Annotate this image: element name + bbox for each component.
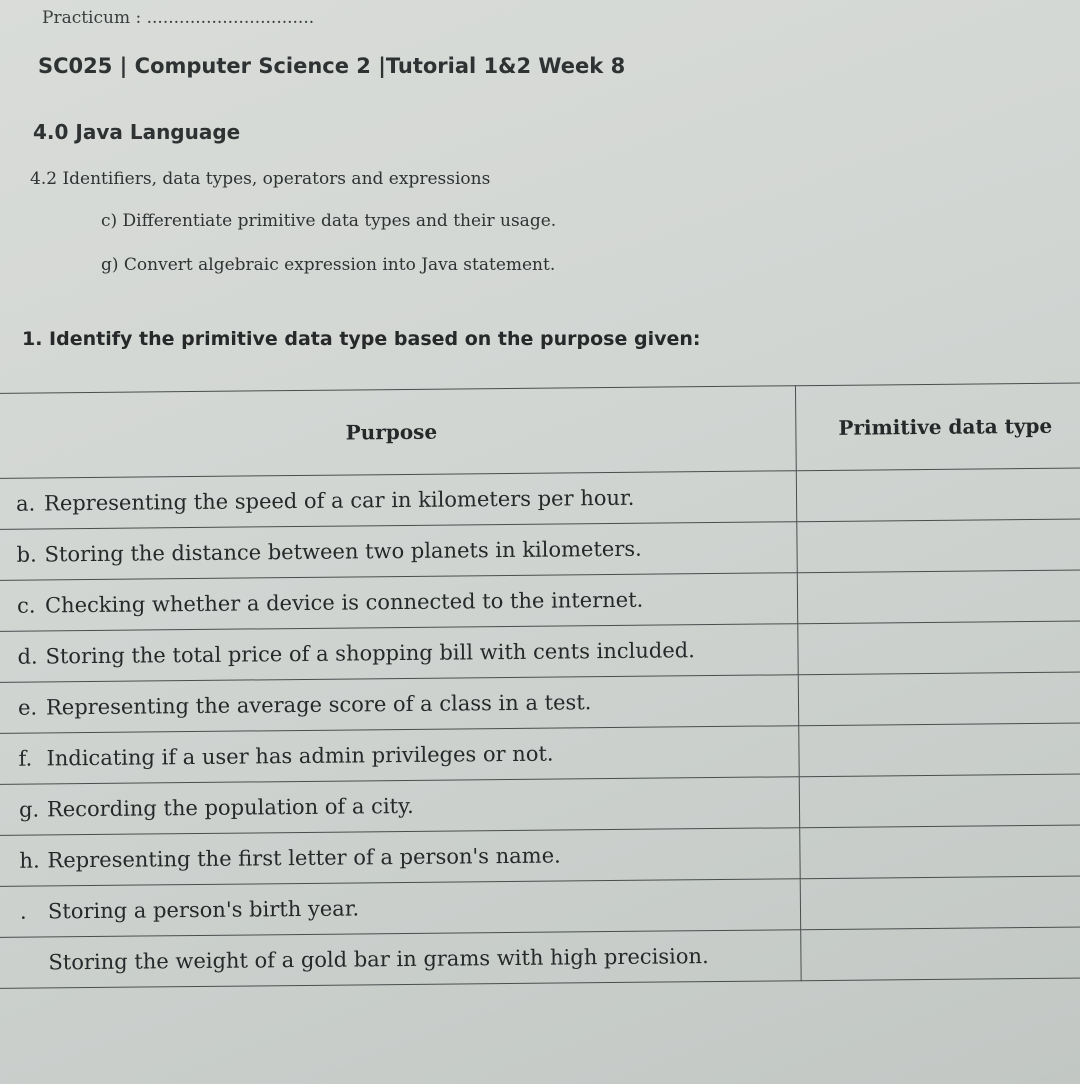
purpose-cell xyxy=(0,879,801,938)
purpose-text: Recording the population of a city. xyxy=(46,793,414,822)
purpose-cell xyxy=(0,522,797,581)
item-letter: c. xyxy=(16,593,36,618)
answer-cell[interactable] xyxy=(797,519,1080,573)
purpose-text: Storing the total price of a shopping bill with cents included. xyxy=(45,638,695,669)
subsection-title: 4.2 Identifiers, data types, operators and expressions xyxy=(30,169,491,189)
purpose-cell xyxy=(0,675,799,734)
purpose-text: Representing the speed of a car in kilometers per hour. xyxy=(43,485,635,516)
item-letter: e. xyxy=(17,695,38,720)
answer-cell[interactable] xyxy=(800,825,1080,879)
table-header-row xyxy=(0,383,1080,479)
item-letter: . xyxy=(19,899,27,924)
purpose-cell xyxy=(0,471,797,530)
data-type-table xyxy=(0,382,1080,989)
purpose-cell xyxy=(0,624,798,683)
purpose-text: Representing the first letter of a person's name. xyxy=(47,843,561,873)
answer-cell[interactable] xyxy=(799,774,1080,828)
course-title: SC025 | Computer Science 2 |Tutorial 1&2 Week 8 xyxy=(38,54,626,78)
answer-cell[interactable] xyxy=(800,876,1080,930)
objective-c: c) Differentiate primitive data types and their usage. xyxy=(101,211,557,231)
purpose-text: Checking whether a device is connected to the internet. xyxy=(44,587,644,618)
answer-cell[interactable] xyxy=(798,672,1080,726)
data-type-table-wrapper xyxy=(0,382,1080,989)
question-1: 1. Identify the primitive data type based on the purpose given: xyxy=(22,328,701,350)
practicum-blank: ............................... xyxy=(146,8,315,28)
item-letter: f. xyxy=(18,746,33,771)
purpose-text: Indicating if a user has admin privileges or not. xyxy=(46,741,554,771)
answer-cell[interactable] xyxy=(798,621,1080,675)
purpose-cell xyxy=(0,828,800,887)
answer-cell[interactable] xyxy=(797,570,1080,624)
purpose-text: Storing the distance between two planets in kilometers. xyxy=(44,536,642,567)
type-header: Primitive data type xyxy=(795,383,1080,471)
answer-cell[interactable] xyxy=(799,723,1080,777)
purpose-text: Storing a person's birth year. xyxy=(47,896,360,924)
item-letter: h. xyxy=(19,848,40,873)
purpose-cell xyxy=(0,573,798,632)
section-title: 4.0 Java Language xyxy=(33,120,241,144)
item-letter: a. xyxy=(15,491,36,516)
purpose-header: Purpose xyxy=(0,386,796,479)
table-body xyxy=(0,468,1080,989)
table-row xyxy=(0,927,1080,989)
practicum-label: Practicum : xyxy=(42,8,147,28)
purpose-cell xyxy=(0,726,799,785)
item-letter: d. xyxy=(17,644,38,669)
answer-cell[interactable] xyxy=(796,468,1080,522)
answer-cell[interactable] xyxy=(801,927,1080,981)
practicum-line xyxy=(42,8,314,28)
purpose-text: Representing the average score of a class in a test. xyxy=(45,690,592,720)
item-letter: g. xyxy=(18,797,40,822)
purpose-cell xyxy=(0,777,800,836)
item-letter: b. xyxy=(16,542,37,567)
purpose-cell xyxy=(0,930,801,989)
objective-g: g) Convert algebraic expression into Java statement. xyxy=(101,255,556,275)
purpose-text: Storing the weight of a gold bar in grams with high precision. xyxy=(48,944,709,975)
